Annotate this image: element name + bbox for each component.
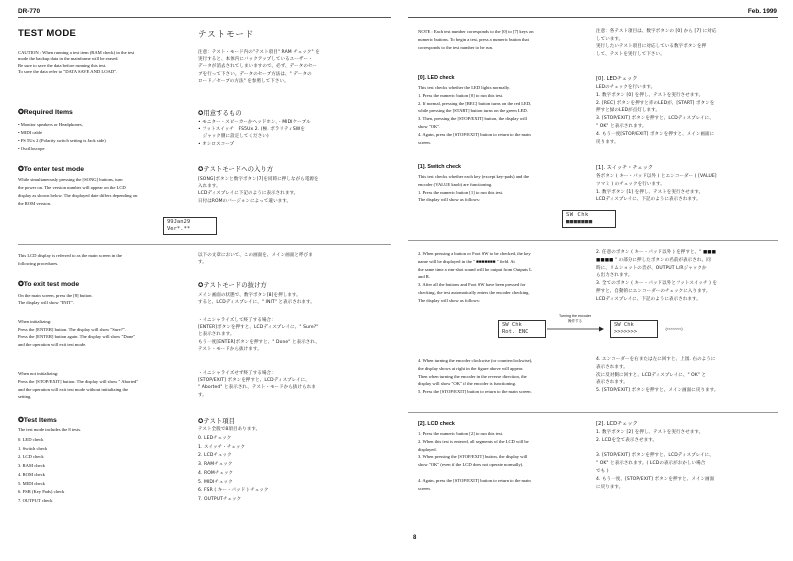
lcd-version-display: 99Jan29 Ver*.** — [163, 217, 217, 235]
led-check-text-ja: LEDのチェックを行います。 1. 数字ボタン [0] を押し、テストを実行させます。 2. [REC] ボタンを押すと赤のLEDが、[START] ボタンを 押すと緑のLEDが点灯します。 3. [STOP/EXIT] ボタンを押すと、LCDディスプレイに、 " OK" と表示されます。 4. もう一度[STOP/EXIT] ボタンを押すと、メイン画面に 戻ります。 — [596, 85, 715, 145]
header-rule-left — [18, 17, 391, 18]
lcd-switch-display: SW Chk ■■■■■■■ — [562, 210, 616, 228]
switch-more-text: 4. When turning the encoder clockwise (or counterclockwise), the display shows at right in the figure above will appear. Then when turning the encoder in the reverse direction, the display will show "OK" if the encoder is functioning. 5. Press the [STOP/EXIT] button to return to the main screen. — [418, 358, 533, 395]
enter-test-heading: ✪To enter test mode — [18, 166, 85, 173]
note-text: NOTE : Each test number corresponds to the [0] to [7] keys on numeric buttons. To begin a test, press a numeric button that corresponds to the test number to be run. — [418, 29, 534, 50]
model-name: DR-770 — [18, 8, 41, 15]
enter-test-label: To enter test mode — [23, 166, 85, 173]
test-items-heading: ✪Test Items — [18, 417, 57, 424]
switch-check-heading-ja: [1]. スイッチ・チェック — [596, 165, 653, 171]
enter-test-text: While simultaneously pressing the [SONG] buttons, turn the power on. The version number will appear on the LCD display as shown below. The displayed date differs depending on the ROM version. — [18, 177, 138, 206]
required-items-label: Required Items — [23, 109, 73, 116]
initialize-text-ja: ・イニシャライズして終了する場合： [ENTER]ボタンを押すと、LCDディスプレイに、" Sure?" と表示されます。 もう一度[ENTER]ボタンを押すと、" Done" と表示され、 テスト・モードから抜けます。 — [198, 318, 320, 352]
led-check-text: This test checks whether the LED lights normally. 1. Press the numeric button [0] to run this test. 2. If normal, pressing the [REC] button turns on the red LED, while pressing the [START] button turns on the green LED. 3. Then, pressing the [STOP/EXIT] button, the display will show "OK". 4. Again, press the [STOP/EXIT] button to return to the main screen. — [418, 85, 532, 145]
required-items-list-ja: • モニター・スピーカーかヘッドホン、・MIDIケーブル • フットスイッチ FS5Ux 2. (極. ポラリティSWを ジャック側に設定してください) • オシロスコープ — [198, 120, 311, 147]
enter-test-text-ja: [SONG]ボタンと数字ボタン[7]を同時に押しながら電源を 入れます。 LCDディスプレイに下記のように表示されます。 日付はROMのバージョンによって違います。 — [198, 177, 319, 204]
switch-steps-text-ja: 2. 任意のボタン ( キー・パッド以外 ) を押すと、" ■■■ ■■■■ " の部分に押したボタンの名前が表示され、同 時に、リムショットの音が、OUTPUT L/Rジャックか ら出力されます。 3. 全てのボタン ( キー・パッド以外とフットスイッチ ) を 押すと、自動的にエンコーダーのチェックに入ります。 LCDディスプレイに、下記のように表示されます。 — [596, 250, 718, 302]
test-items-label-ja: テスト項目 — [203, 417, 236, 425]
test-items-intro: The test mode includes the 8 tests. — [18, 427, 82, 432]
lcd-check-heading-ja: [2]. LCDチェック — [596, 421, 638, 427]
encoder-turn-label: Turning the encoder 操作する — [558, 314, 592, 323]
led-check-heading: [0]. LED check — [418, 75, 455, 81]
switch-steps-text: 2. When pressing a button or Foot SW to be checked, the key name will be displayed in the " ■■■■■■■ " field. At the same time a rim-shot sound will be output from Outputs L and R. 3. After all the buttons and Foot SW have been pressed for checking, the test automatically enters the encoder checking. The display will show as follows: — [418, 251, 532, 303]
caution-text: CAUTION : When running a test item (RAM check) in the test mode the backup data in the mainframe will be erased. Be sure to save the data before running this test. To save the data refer to "DATA SAVE AND LOAD". — [18, 50, 135, 74]
required-items-list: • Monitor speakers or Headphones, • MIDI cable • FS 5Ux 2 (Polarity switch setting is Jack side) • Oscilloscope — [18, 122, 106, 151]
header-date: Feb. 1999 — [747, 8, 777, 15]
exit-test-heading-ja: ✪テストモードの抜け方 — [198, 281, 267, 289]
initialize-text: When initializing: Press the [ENTER] button. The display will show "Sure?". Press the [ENTER] button again. The display will show "Done" and the operation will exit test mode. — [18, 319, 136, 347]
test-items-heading-ja: ✪テスト項目 — [198, 417, 236, 425]
test-mode-title: TEST MODE — [18, 28, 77, 39]
lcd-encoder-display: SW Chk Rot. ENC — [498, 320, 546, 338]
lcd-check-heading: [2]. LCD check — [418, 421, 455, 427]
no-initialize-text-ja: ・イニシャライズせず終了する場合： [STOP/EXIT] ボタンを押すと、LCDディスプレイに、 " Aborted" と表示され、テスト・モードから抜けられま す。 — [198, 371, 316, 398]
required-items-label-ja: 用意するもの — [203, 109, 242, 117]
exit-test-label-ja: テストモードの抜け方 — [203, 281, 267, 289]
note-text-ja: 注意：各テスト項目は、数字ボタンの [0] から [7] に対応 しています。 実行したいテスト項目に対応している数字ボタンを押 して、テストを実行して下さい。 — [596, 29, 717, 57]
enter-test-heading-ja: ✪テストモードへの入り方 — [198, 165, 274, 173]
exit-test-text-ja: メイン画面の状態で、数字ボタン[8]を押します。 すると、LCDディスプレイに、" INIT" と表示されます。 — [198, 293, 315, 306]
test-items-list-ja: 0. LEDチェック 1. スイッチ・チェック 2. LCDチェック 3. RAMチェック 4. ROMチェック 5. MIDIチェック 6. FSR ( キー・パッド ) チェック 7. OUTPUTチェック — [198, 436, 269, 502]
led-check-heading-ja: [0]. LEDチェック — [596, 76, 638, 82]
switch-check-text-ja: 各ボタン ( キー・パッド以外 ) とエンコーダー ( [VALUE] ツマミ ) のチェックを行います。 1. 数字ボタン [1] を押し、テストを実行させます。 LCDディスプレイに、下記のように表示されます。 — [596, 174, 717, 203]
main-screen-note: This LCD display is referred to as the main screen in the following procedures. — [18, 253, 122, 266]
enter-test-label-ja: テストモードへの入り方 — [203, 165, 274, 173]
switch-check-heading: [1]. Switch check — [418, 164, 461, 170]
caution-text-ja: 注意：テスト・モード内の"テスト項目" RAM チェック" を 実行すると、本体内にバックアップしているユーザー・ データが消去されてしまいますので、必ず、データのセー ブを行って下さい。データのセーブ方法は、" データの ロード／セーブの方法" を参照して下さい。 — [198, 50, 320, 84]
required-items-heading-ja: ✪用意するもの — [198, 109, 242, 117]
no-initialize-text: When not initializing: Press the [STOP/EXIT] button. The display will show " Aborted" and the operation will exit test mode without initializing the setting. — [18, 371, 139, 400]
main-screen-note-ja: 以下の文章において、この画面を、メイン画面と呼びま す。 — [198, 253, 313, 266]
page-number: 8 — [413, 535, 417, 541]
test-mode-title-ja: テストモード — [198, 30, 255, 40]
exit-test-label: To exit test mode — [23, 281, 80, 288]
lcd-arrow-display: SW Chk >>>>>>> — [610, 320, 658, 338]
test-items-label: Test Items — [23, 417, 57, 424]
exit-test-text: On the main screen, press the [8] button. The display will show "INIT". — [18, 293, 93, 305]
required-items-heading: ✪Required Items — [18, 109, 73, 116]
test-items-list: 0. LED check 1. Switch check 2. LCD check 3. RAM check 4. ROM check 5. MIDI check 6. FSR (Key Pads) check 7. OUTPUT check — [18, 437, 65, 503]
lcd-check-text: 1. Press the numeric button [2] to run this test. 2. When this test is entered, all segments of the LCD will be displayed. 3. When pressing the [STOP/EXIT] button, the display will show "OK" (even if the LCD does not operate normally). 4. Again, press the [STOP/EXIT] button to return to the main screen. — [418, 431, 531, 491]
switch-more-text-ja: 4. エンコーダーを右または左に回すと、上図. 右のように 表示されます。 次に反対側に回すと、LCDディスプレイに、" OK" と 表示されます。 5. [STOP/EXIT] ボタンを押すと、メイン画面に戻ります。 — [596, 357, 719, 394]
arrow-right-icon — [545, 325, 605, 333]
lcd-check-text-ja: 1. 数字ボタン [2] を押し、テストを実行させます。 2. LCDを全て表示させます。 3. [STOP/EXIT] ボタンを押すと、LCDディスプレイに、 " OK" と表示されます。( LCDの表示がおかしい場合 でも ) 4. もう一度、[STOP/EXIT] ボタンを押すと、メイン画面 に戻ります。 — [596, 430, 715, 490]
header-rule-right — [408, 17, 778, 18]
switch-check-text: This test checks whether each key (except key-pads) and the encoder (VALUE knob) are functioning. 1. Press the numeric button [1] to run this test. The display will show as follows: — [418, 174, 530, 203]
test-items-intro-ja: テスト全般で8項目あります。 — [198, 427, 261, 432]
exit-test-heading: ✪To exit test mode — [18, 281, 80, 288]
counterclockwise-label: (<<<<<<<) — [665, 327, 683, 331]
